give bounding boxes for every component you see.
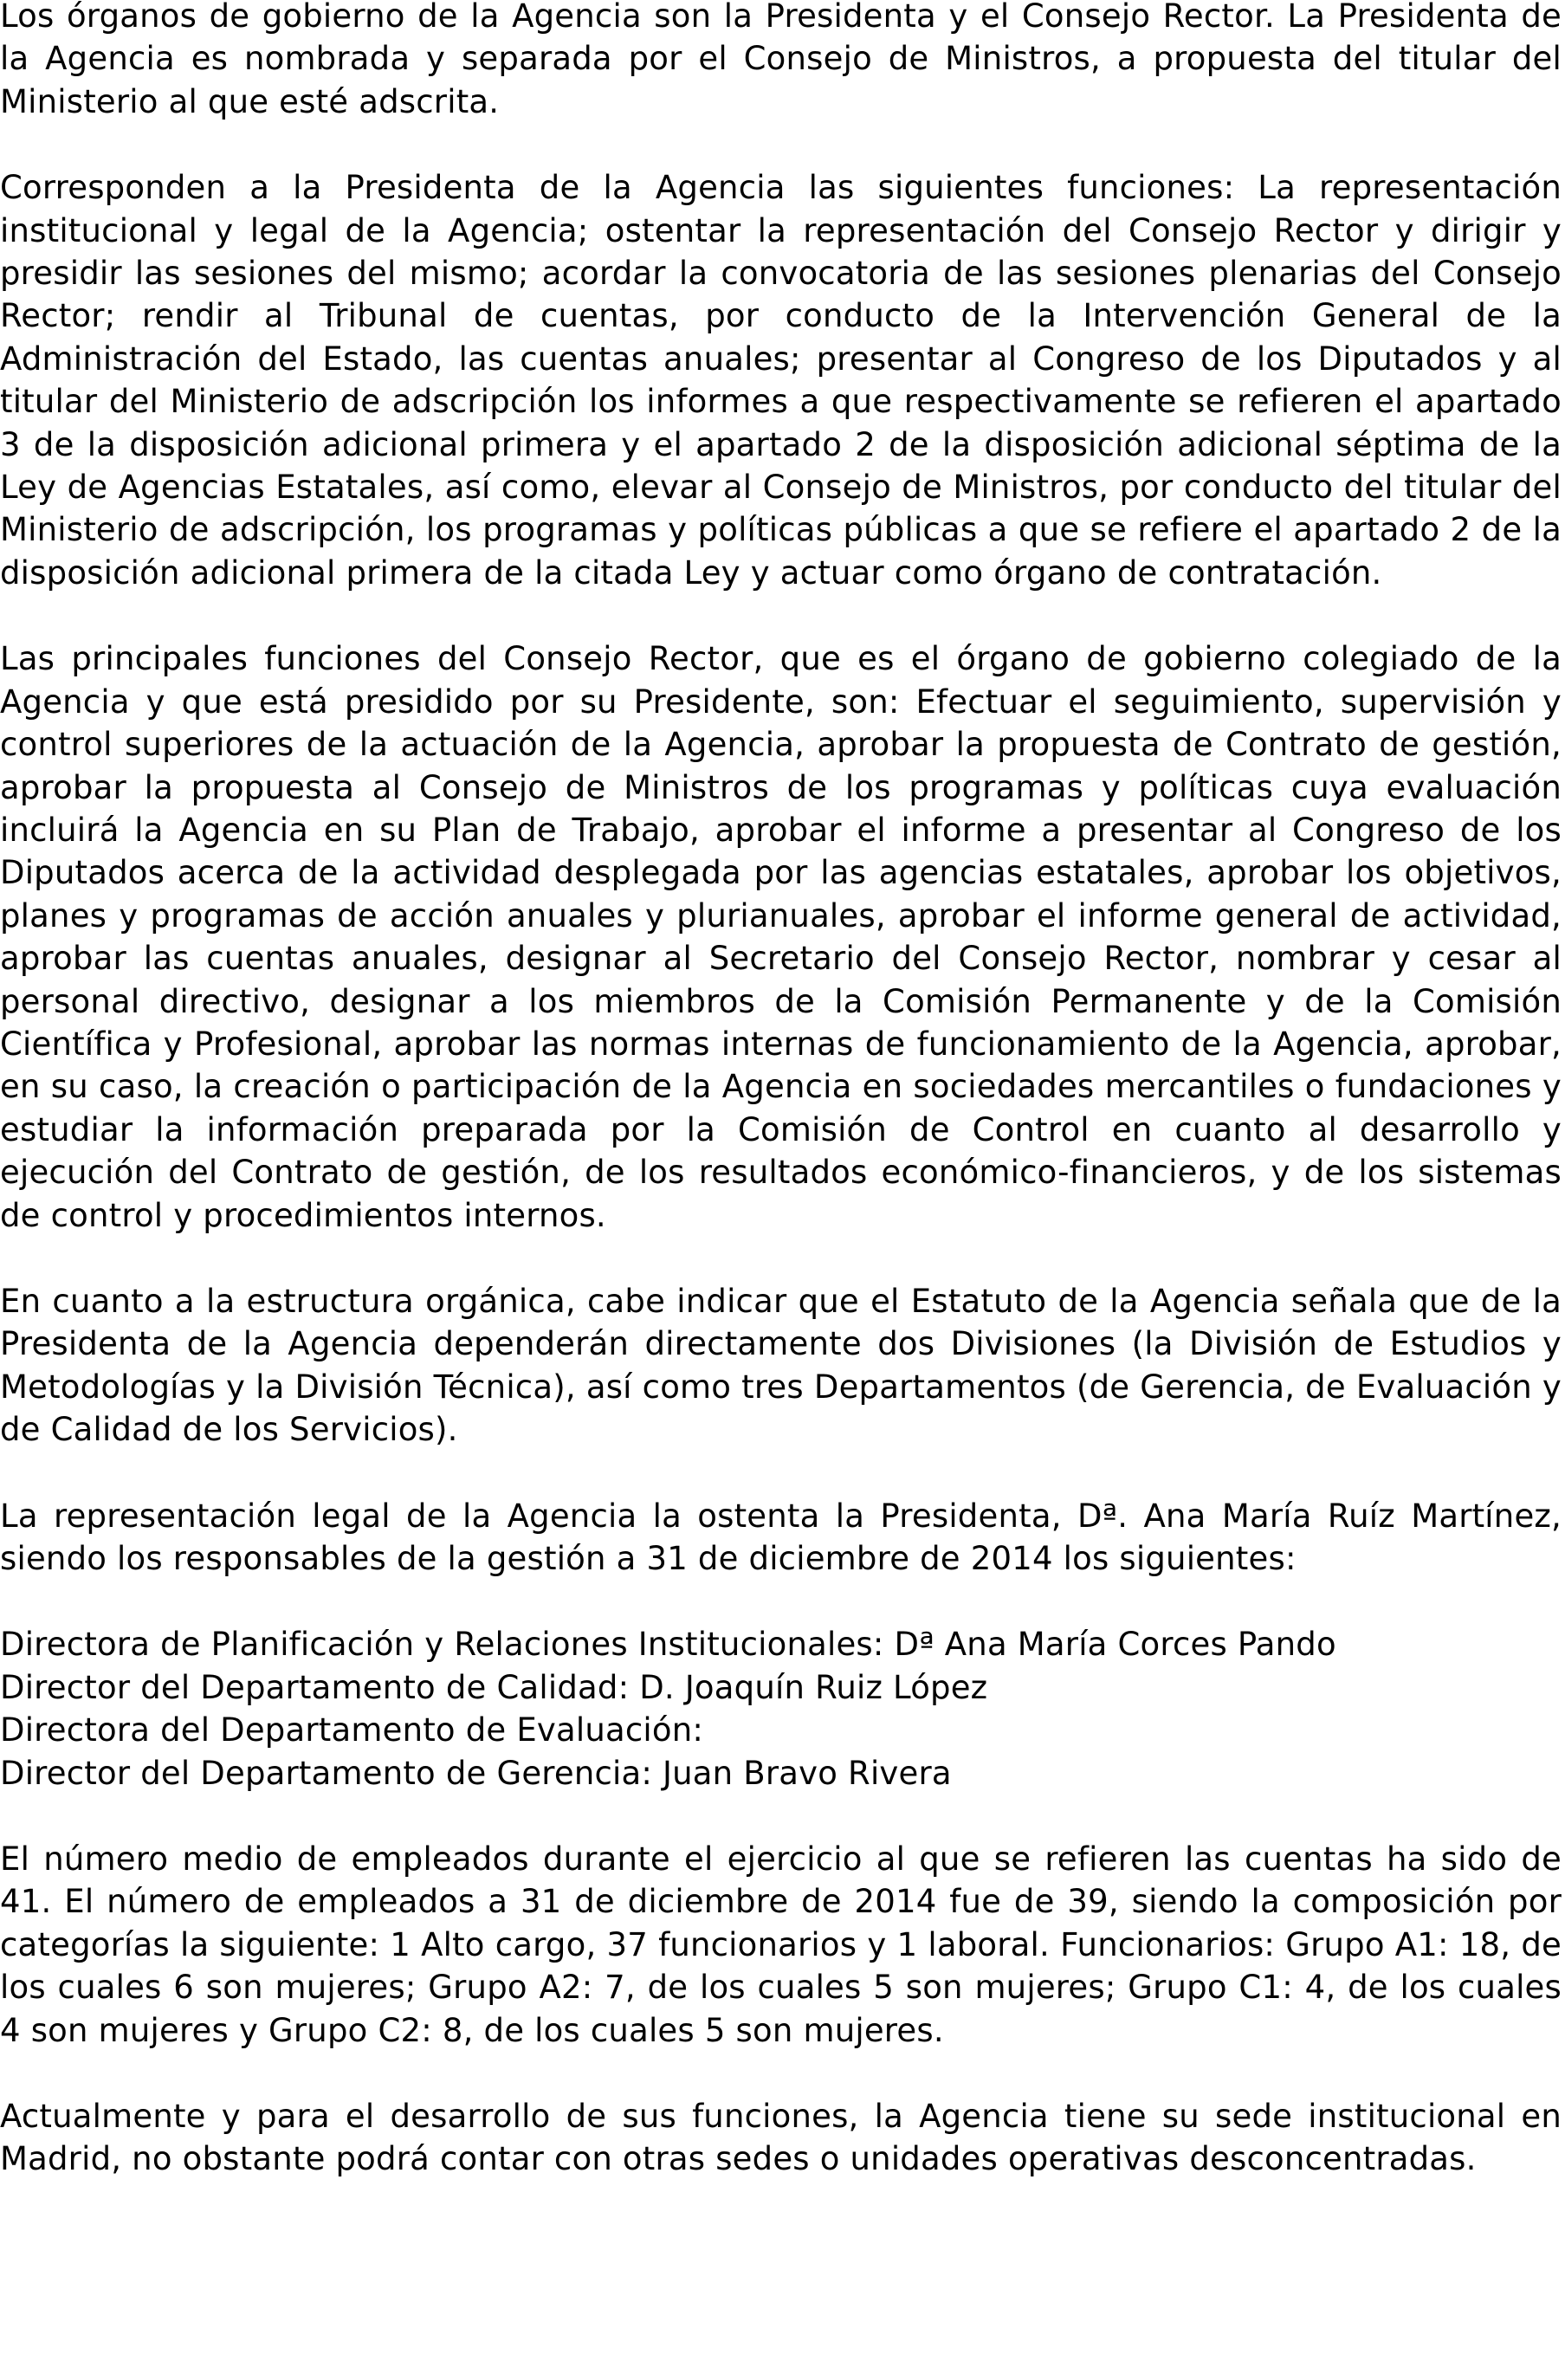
paragraph-employees: El número medio de empleados durante el ejercicio al que se refieren las cuentas ha sido de 41. El número de empleados a 31 de diciembre de 2014 fue de 39, siendo la composición por categorías la siguiente: 1 Alto cargo, 37 funcionarios y 1 laboral. Funcionarios: Grupo A1: 18, de los cuales 6 son mujeres; Grupo A2: 7, de los cuales 5 son mujeres; Grupo C1: 4, de los cuales 4 son mujeres y Grupo C2: 8, de los cuales 5 son mujeres. xyxy=(0,1840,1562,2049)
paragraph-organic-structure: En cuanto a la estructura orgánica, cabe indicar que el Estatuto de la Agencia señala que de la Presidenta de la Agencia dependerán directamente dos Divisiones (la División de Estudios y Metodologías y la División Técnica), así como tres Departamentos (de Gerencia, de Evaluación y de Calidad de los Servicios). xyxy=(0,1282,1562,1449)
staff-item-planning-director: Directora de Planificación y Relaciones Institucionales: Dª Ana María Corces Pando xyxy=(0,1626,1336,1664)
paragraph-board-functions: Las principales funciones del Consejo Rector, que es el órgano de gobierno colegiado de la Agencia y que está presidido por su Presidente, son: Efectuar el seguimiento, supervisión y control superiores de la actuación de la Agencia, aprobar la propuesta de Contrato de gestión, aprobar la propuesta al Consejo de Ministros de los programas y políticas cuya evaluación incluirá la Agencia en su Plan de Trabajo, aprobar el informe a presentar al Congreso de los Diputados acerca de la actividad desplegada por las agencias estatales, aprobar los objetivos, planes y programas de acción anuales y plurianuales, aprobar el informe general de actividad, aprobar las cuentas anuales, designar al Secretario del Consejo Rector, nombrar y cesar al personal directivo, designar a los miembros de la Comisión Permanente y de la Comisión Científica y Profesional, aprobar las normas internas de funcionamiento de la Agencia, aprobar, en su caso, la creación o participación de la Agencia en sociedades mercantiles o fundaciones y estudiar la información preparada por la Comisión de Control en cuanto al desarrollo y ejecución del Contrato de gestión, de los resultados económico-financieros, y de los sistemas de control y procedimientos internos. xyxy=(0,640,1562,1234)
paragraph-president-functions: Corresponden a la Presidenta de la Agencia las siguientes funciones: La representación institucional y legal de la Agencia; ostentar la representación del Consejo Rector y dirigir y presidir las sesiones del mismo; acordar la convocatoria de las sesiones plenarias del Consejo Rector; rendir al Tribunal de cuentas, por conducto de la Intervención General de la Administración del Estado, las cuentas anuales; presentar al Congreso de los Diputados y al titular del Ministerio de adscripción los informes a que respectivamente se refieren el apartado 3 de la disposición adicional primera y el apartado 2 de la disposición adicional séptima de la Ley de Agencias Estatales, así como, elevar al Consejo de Ministros, por conducto del titular del Ministerio de adscripción, los programas y políticas públicas a que se refiere el apartado 2 de la disposición adicional primera de la citada Ley y actuar como órgano de contratación. xyxy=(0,169,1562,592)
staff-item-evaluation-director: Directora del Departamento de Evaluación: xyxy=(0,1711,704,1749)
paragraph-legal-representation: La representación legal de la Agencia la ostenta la Presidenta, Dª. Ana María Ruíz Martínez, siendo los responsables de la gestión a 31 de diciembre de 2014 los siguientes: xyxy=(0,1497,1562,1577)
staff-item-quality-director: Director del Departamento de Calidad: D. Joaquín Ruiz López xyxy=(0,1668,988,1706)
paragraph-governing-bodies: Los órganos de gobierno de la Agencia son la Presidenta y el Consejo Rector. La Presidenta de la Agencia es nombrada y separada por el Consejo de Ministros, a propuesta del titular del Ministerio al que esté adscrita. xyxy=(0,0,1562,120)
staff-item-management-director: Director del Departamento de Gerencia: Juan Bravo Rivera xyxy=(0,1754,952,1792)
paragraph-headquarters: Actualmente y para el desarrollo de sus funciones, la Agencia tiene su sede institucional en Madrid, no obstante podrá contar con otras sedes o unidades operativas desconcentradas. xyxy=(0,2098,1562,2178)
management-staff-list xyxy=(0,1623,1562,1795)
